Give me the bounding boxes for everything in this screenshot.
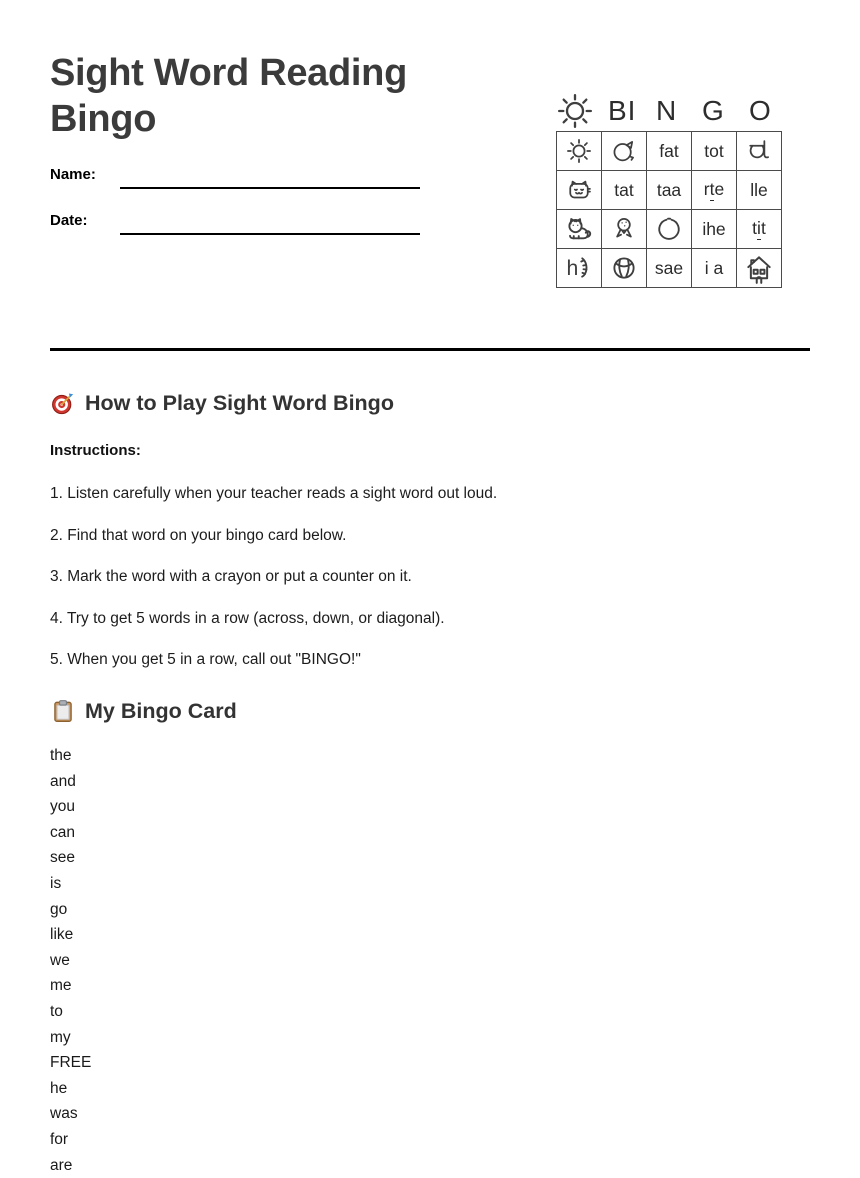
my-bingo-card-heading [50, 698, 237, 724]
sun-icon [557, 132, 602, 171]
instruction-step: 4. Try to get 5 words in a row (across, down, or diagonal). [50, 609, 610, 629]
svg-text:h: h [567, 256, 579, 280]
sight-word: we [50, 948, 350, 974]
bingo-header-letter: O [749, 97, 772, 125]
bingo-word-cell: ihe [692, 210, 737, 249]
section-divider [50, 348, 810, 351]
name-input-line[interactable] [120, 173, 420, 189]
word-list [50, 743, 350, 1178]
et-glyph-icon [737, 132, 782, 171]
clipboard-icon [50, 698, 76, 724]
sight-word: FREE [50, 1050, 350, 1076]
bingo-header-letter: BI [608, 97, 636, 125]
bingo-word-cell: tot [692, 132, 737, 171]
date-label: Date: [50, 212, 88, 229]
bingo-word-cell: tit [737, 210, 782, 249]
house-icon [737, 249, 782, 288]
bingo-word-cell: rte [692, 171, 737, 210]
sight-word: you [50, 794, 350, 820]
my-bingo-card-title: My Bingo Card [85, 699, 237, 724]
sight-word: see [50, 845, 350, 871]
sun-icon [555, 91, 595, 131]
sight-word: can [50, 820, 350, 846]
instruction-step: 5. When you get 5 in a row, call out "BINGO!" [50, 650, 610, 670]
bingo-word-cell: taa [647, 171, 692, 210]
apple-icon [602, 132, 647, 171]
bingo-grid [556, 131, 782, 288]
cat-face-icon [557, 171, 602, 210]
bingo-word-cell: sae [647, 249, 692, 288]
sight-word: me [50, 973, 350, 999]
sight-word: was [50, 1101, 350, 1127]
sight-word: to [50, 999, 350, 1025]
instruction-step: 2. Find that word on your bingo card below. [50, 526, 610, 546]
sight-word: is [50, 871, 350, 897]
h-crescent-icon [557, 249, 602, 288]
page-title: Sight Word Reading Bingo [50, 50, 450, 143]
how-to-play-heading [50, 390, 394, 416]
sight-word: go [50, 897, 350, 923]
date-input-line[interactable] [120, 219, 420, 235]
sight-word: my [50, 1025, 350, 1051]
cat-icon [557, 210, 602, 249]
beach-ball-icon [602, 249, 647, 288]
octopus-icon [602, 210, 647, 249]
name-label: Name: [50, 166, 96, 183]
sight-word: the [50, 743, 350, 769]
instruction-step: 3. Mark the word with a crayon or put a counter on it. [50, 567, 610, 587]
instruction-step: 1. Listen carefully when your teacher reads a sight word out loud. [50, 484, 610, 504]
open-circle-icon [647, 210, 692, 249]
instructions-label: Instructions: [50, 442, 141, 459]
bingo-header-letter: G [702, 97, 725, 125]
bingo-card-image [546, 85, 802, 301]
bingo-row [557, 249, 782, 288]
bingo-word-cell: fat [647, 132, 692, 171]
sight-word: for [50, 1127, 350, 1153]
how-to-play-title: How to Play Sight Word Bingo [85, 391, 394, 416]
bingo-row [557, 171, 782, 210]
bingo-row [557, 132, 782, 171]
sight-word: like [50, 922, 350, 948]
bingo-header-letter: N [656, 97, 677, 125]
bingo-word-cell: i a [692, 249, 737, 288]
sight-word: and [50, 769, 350, 795]
bingo-row [557, 210, 782, 249]
bingo-word-cell: tat [602, 171, 647, 210]
target-icon [50, 390, 76, 416]
bingo-word-cell: lle [737, 171, 782, 210]
sight-word: are [50, 1153, 350, 1178]
instructions-list [50, 484, 610, 692]
sight-word: he [50, 1076, 350, 1102]
